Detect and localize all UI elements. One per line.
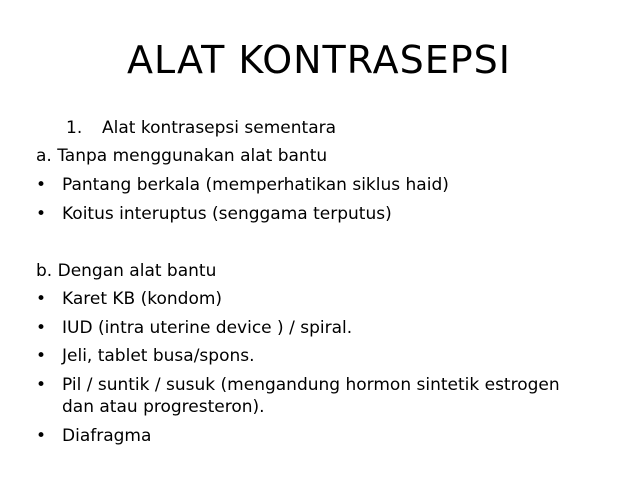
list-item: Diafragma: [62, 426, 152, 446]
bullet-icon: •: [36, 318, 47, 338]
bullet-icon: •: [36, 346, 47, 366]
list-item: Jeli, tablet busa/spons.: [62, 346, 255, 366]
list-item: Koitus interuptus (senggama terputus): [62, 204, 392, 224]
section-a-heading: a. Tanpa menggunakan alat bantu: [36, 146, 328, 166]
list-item: Karet KB (kondom): [62, 289, 223, 309]
list-item-continuation: dan atau progresteron).: [62, 397, 265, 417]
list-item: Pantang berkala (memperhatikan siklus haid): [62, 175, 449, 195]
numbered-item-text: Alat kontrasepsi sementara: [102, 118, 337, 138]
list-item: Pil / suntik / susuk (mengandung hormon sintetik estrogen: [62, 375, 560, 395]
slide-title: ALAT KONTRASEPSI: [127, 38, 511, 82]
bullet-icon: •: [36, 289, 47, 309]
list-item: IUD (intra uterine device ) / spiral.: [62, 318, 353, 338]
bullet-icon: •: [36, 375, 47, 395]
bullet-icon: •: [36, 204, 47, 224]
bullet-icon: •: [36, 426, 47, 446]
section-b-heading: b. Dengan alat bantu: [36, 261, 217, 281]
bullet-icon: •: [36, 175, 47, 195]
list-number: 1.: [66, 118, 83, 138]
